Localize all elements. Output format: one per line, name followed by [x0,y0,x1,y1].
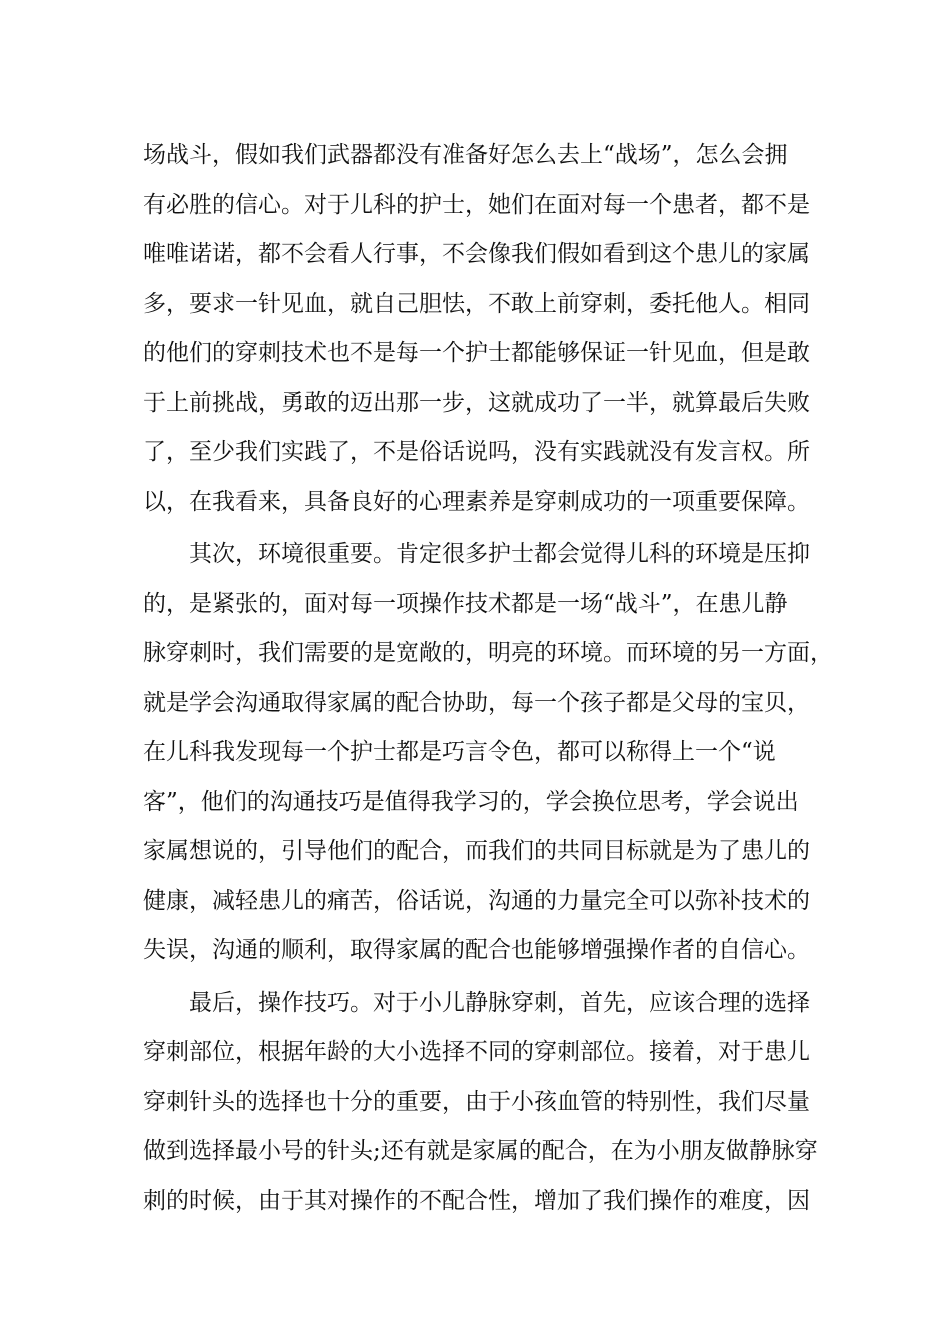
text-line: 在儿科我发现每一个护士都是巧言令色，都可以称得上一个“说 [143,739,776,765]
body-text [143,131,833,1226]
text-line: 的他们的穿刺技术也不是每一个护士都能够保证一针见血，但是敢 [143,340,810,366]
text-line: 客”，他们的沟通技巧是值得我学习的，学会换位思考，学会说出 [143,788,799,815]
text-line: 唯唯诺诺，都不会看人行事，不会像我们假如看到这个患儿的家属 [143,241,810,267]
text-line: 做到选择最小号的针头;还有就是家属的配合，在为小朋友做静脉穿 [143,1138,818,1164]
text-line: 失误，沟通的顺利，取得家属的配合也能够增强操作者的自信心。 [143,937,810,963]
text-line: 于上前挑战，勇敢的迈出那一步，这就成功了一半，就算最后失败 [143,389,810,416]
paragraph-1 [143,131,825,527]
text-line: 其次，环境很重要。肯定很多护士都会觉得儿科的环境是压抑 [189,541,810,567]
text-line: 穿刺部位，根据年龄的大小选择不同的穿刺部位。接着，对于患儿 [143,1039,810,1065]
text-line: 的，是紧张的，面对每一项操作技术都是一场“战斗”，在患儿静 [143,590,788,617]
text-line: 以，在我看来，具备良好的心理素养是穿刺成功的一项重要保障。 [143,488,810,515]
text-line: 了，至少我们实践了，不是俗话说吗，没有实践就没有发言权。所 [143,439,810,465]
text-line: 就是学会沟通取得家属的配合协助，每一个孩子都是父母的宝贝， [143,689,810,716]
text-line: 脉穿刺时，我们需要的是宽敞的，明亮的环境。而环境的另一方面， [143,640,833,666]
text-line: 刺的时候，由于其对操作的不配合性，增加了我们操作的难度，因 [143,1187,810,1214]
paragraph-3 [143,979,825,1227]
text-line: 家属想说的，引导他们的配合，而我们的共同目标就是为了患儿的 [143,838,810,864]
text-line: 穿刺针头的选择也十分的重要，由于小孩血管的特别性，我们尽量 [143,1088,810,1115]
text-line: 有必胜的信心。对于儿科的护士，她们在面对每一个患者，都不是 [143,191,810,218]
text-line: 多，要求一针见血，就自己胆怯，不敢上前穿刺，委托他人。相同 [143,290,810,317]
text-line: 场战斗，假如我们武器都没有准备好怎么去上“战场”，怎么会拥 [143,142,788,168]
text-line: 健康，减轻患儿的痛苦，俗话说，沟通的力量完全可以弥补技术的 [143,887,810,914]
text-line: 最后，操作技巧。对于小儿静脉穿刺，首先，应该合理的选择 [189,989,810,1016]
paragraph-2 [143,530,833,976]
